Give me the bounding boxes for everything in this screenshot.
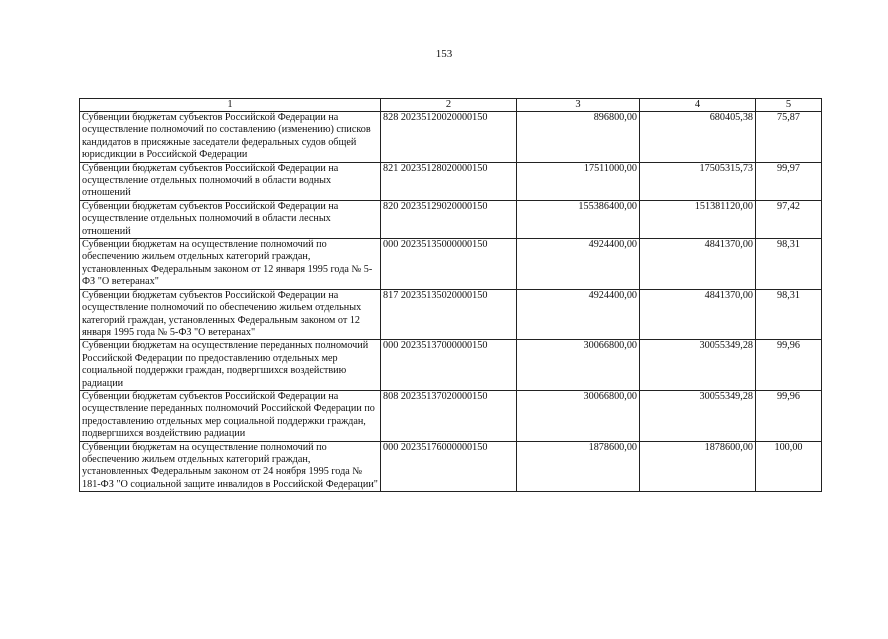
row-code: 828 20235120020000150 <box>381 112 517 163</box>
row-planned: 896800,00 <box>517 112 640 163</box>
row-description: Субвенции бюджетам на осуществление полномочий по обеспечению жильем отдельных категорий граждан, установленных Федеральным законом от 24 ноября 1995 года № 181-ФЗ "О социальной защите инвалидов в Российской Федерации" <box>80 441 381 492</box>
row-executed: 1878600,00 <box>640 441 756 492</box>
row-percent: 98,31 <box>756 289 822 340</box>
row-percent: 97,42 <box>756 200 822 238</box>
row-executed: 151381120,00 <box>640 200 756 238</box>
table-row <box>80 112 822 163</box>
row-description: Субвенции бюджетам на осуществление полномочий по обеспечению жильем отдельных категорий граждан, установленных Федеральным законом от 12 января 1995 года № 5-ФЗ "О ветеранах" <box>80 239 381 290</box>
row-code: 000 20235137000000150 <box>381 340 517 391</box>
row-planned: 4924400,00 <box>517 239 640 290</box>
row-executed: 680405,38 <box>640 112 756 163</box>
row-planned: 155386400,00 <box>517 200 640 238</box>
table-header <box>80 99 822 112</box>
row-code: 000 20235135000000150 <box>381 239 517 290</box>
table-row <box>80 162 822 200</box>
row-description: Субвенции бюджетам субъектов Российской Федерации на осуществление полномочий по обеспечению жильем отдельных категорий граждан, установленных Федеральным законом от 12 января 1995 года № 5-ФЗ "О ветеранах" <box>80 289 381 340</box>
row-planned: 1878600,00 <box>517 441 640 492</box>
column-header-description: 1 <box>80 99 381 112</box>
column-header-code: 2 <box>381 99 517 112</box>
row-percent: 99,97 <box>756 162 822 200</box>
page-number: 153 <box>435 48 453 60</box>
row-executed: 4841370,00 <box>640 289 756 340</box>
row-code: 000 20235176000000150 <box>381 441 517 492</box>
row-planned: 30066800,00 <box>517 340 640 391</box>
column-header-executed: 4 <box>640 99 756 112</box>
column-header-percent: 5 <box>756 99 822 112</box>
row-description: Субвенции бюджетам субъектов Российской Федерации на осуществление полномочий по составлению (изменению) списков кандидатов в присяжные заседатели федеральных судов общей юрисдикции в Российской Федерации <box>80 112 381 163</box>
row-planned: 17511000,00 <box>517 162 640 200</box>
table-row <box>80 289 822 340</box>
row-code: 808 20235137020000150 <box>381 390 517 441</box>
row-description: Субвенции бюджетам субъектов Российской Федерации на осуществление переданных полномочий Российской Федерации по предоставлению отдельных мер социальной поддержки граждан, подвергшихся воздействию радиации <box>80 390 381 441</box>
row-planned: 4924400,00 <box>517 289 640 340</box>
row-description: Субвенции бюджетам субъектов Российской Федерации на осуществление отдельных полномочий в области водных отношений <box>80 162 381 200</box>
row-executed: 30055349,28 <box>640 340 756 391</box>
table-row <box>80 239 822 290</box>
header-row <box>80 99 822 112</box>
row-planned: 30066800,00 <box>517 390 640 441</box>
table-row <box>80 200 822 238</box>
table-body <box>80 112 822 492</box>
row-code: 820 20235129020000150 <box>381 200 517 238</box>
table-row <box>80 390 822 441</box>
row-executed: 17505315,73 <box>640 162 756 200</box>
row-percent: 98,31 <box>756 239 822 290</box>
row-code: 821 20235128020000150 <box>381 162 517 200</box>
row-description: Субвенции бюджетам на осуществление переданных полномочий Российской Федерации по предоставлению отдельных мер социальной поддержки граждан, подвергшихся воздействию радиации <box>80 340 381 391</box>
column-header-planned: 3 <box>517 99 640 112</box>
row-code: 817 20235135020000150 <box>381 289 517 340</box>
row-executed: 4841370,00 <box>640 239 756 290</box>
row-percent: 75,87 <box>756 112 822 163</box>
row-executed: 30055349,28 <box>640 390 756 441</box>
row-percent: 100,00 <box>756 441 822 492</box>
budget-table <box>79 98 822 492</box>
row-percent: 99,96 <box>756 340 822 391</box>
row-description: Субвенции бюджетам субъектов Российской Федерации на осуществление отдельных полномочий в области лесных отношений <box>80 200 381 238</box>
table-row <box>80 340 822 391</box>
row-percent: 99,96 <box>756 390 822 441</box>
table-row <box>80 441 822 492</box>
